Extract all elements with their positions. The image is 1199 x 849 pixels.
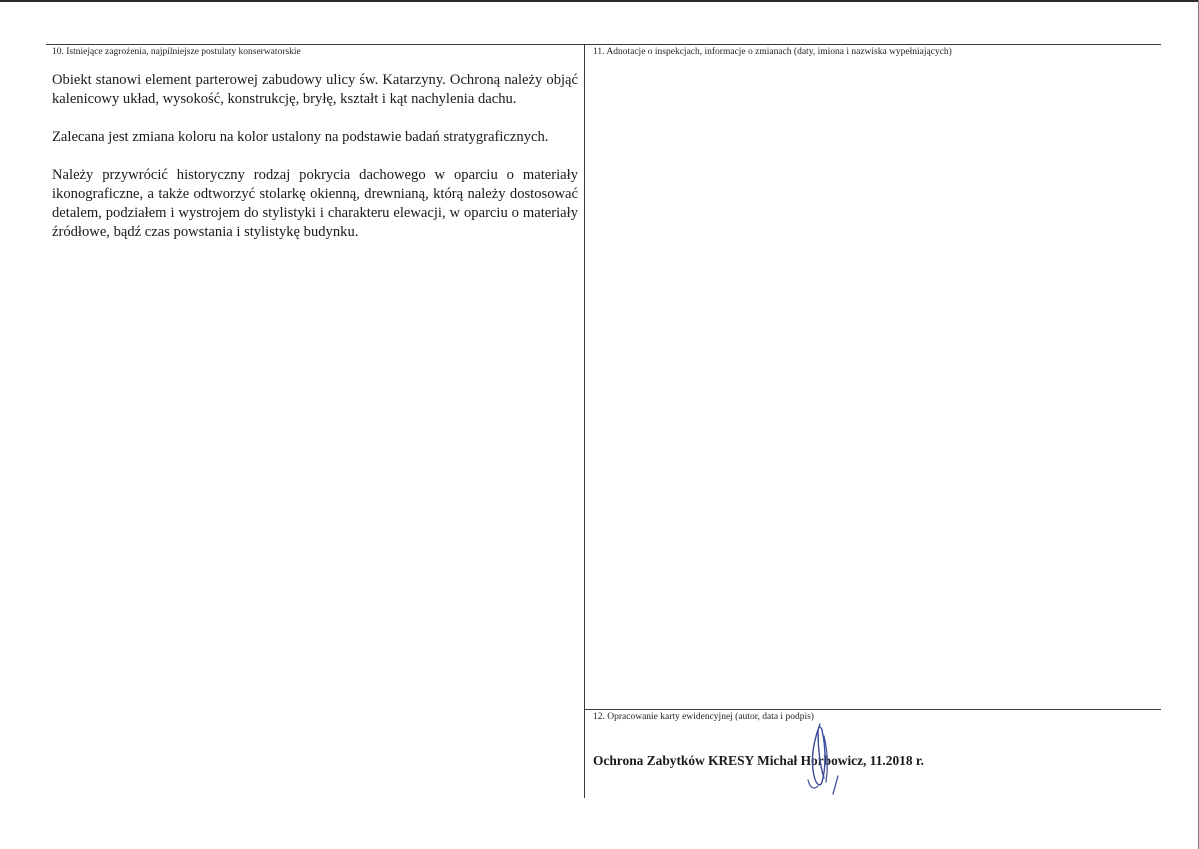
section-10-paragraph: Obiekt stanowi element parterowej zabudowy ulicy św. Katarzyny. Ochroną należy objąć kalenicowy układ, wysokość, konstrukcję, bryłę, kształt i kąt nachylenia dachu. <box>52 72 578 107</box>
handwritten-signature <box>800 718 848 798</box>
form-column-divider <box>584 44 585 798</box>
scan-edge-top <box>0 0 1199 2</box>
card-author-line: Ochrona Zabytków KRESY Michał Horbowicz, 11.2018 r. <box>593 753 924 768</box>
section-12-top-rule <box>584 709 1161 710</box>
section-11-label: 11. Adnotacje o inspekcjach, informacje o zmianach (daty, imiona i nazwiska wypełniających) <box>593 47 952 57</box>
section-10-paragraph: Zalecana jest zmiana koloru na kolor ustalony na podstawie badań stratygraficznych. <box>52 129 549 145</box>
section-10-label: 10. Istniejące zagrożenia, najpilniejsze postulaty konserwatorskie <box>52 47 301 57</box>
section-10-content <box>52 71 578 261</box>
form-top-rule <box>46 44 1161 45</box>
section-12-label: 12. Opracowanie karty ewidencyjnej (autor, data i podpis) <box>593 712 814 722</box>
section-10-paragraph: Należy przywrócić historyczny rodzaj pokrycia dachowego w oparciu o materiały ikonograficzne, a także odtworzyć stolarkę okienną, drewnianą, którą należy dostosować detalem, podziałem i wystrojem do stylistyki i charakteru elewacji, w oparciu o materiały źródłowe, bądź czas powstania i stylistykę budynku. <box>52 167 578 240</box>
